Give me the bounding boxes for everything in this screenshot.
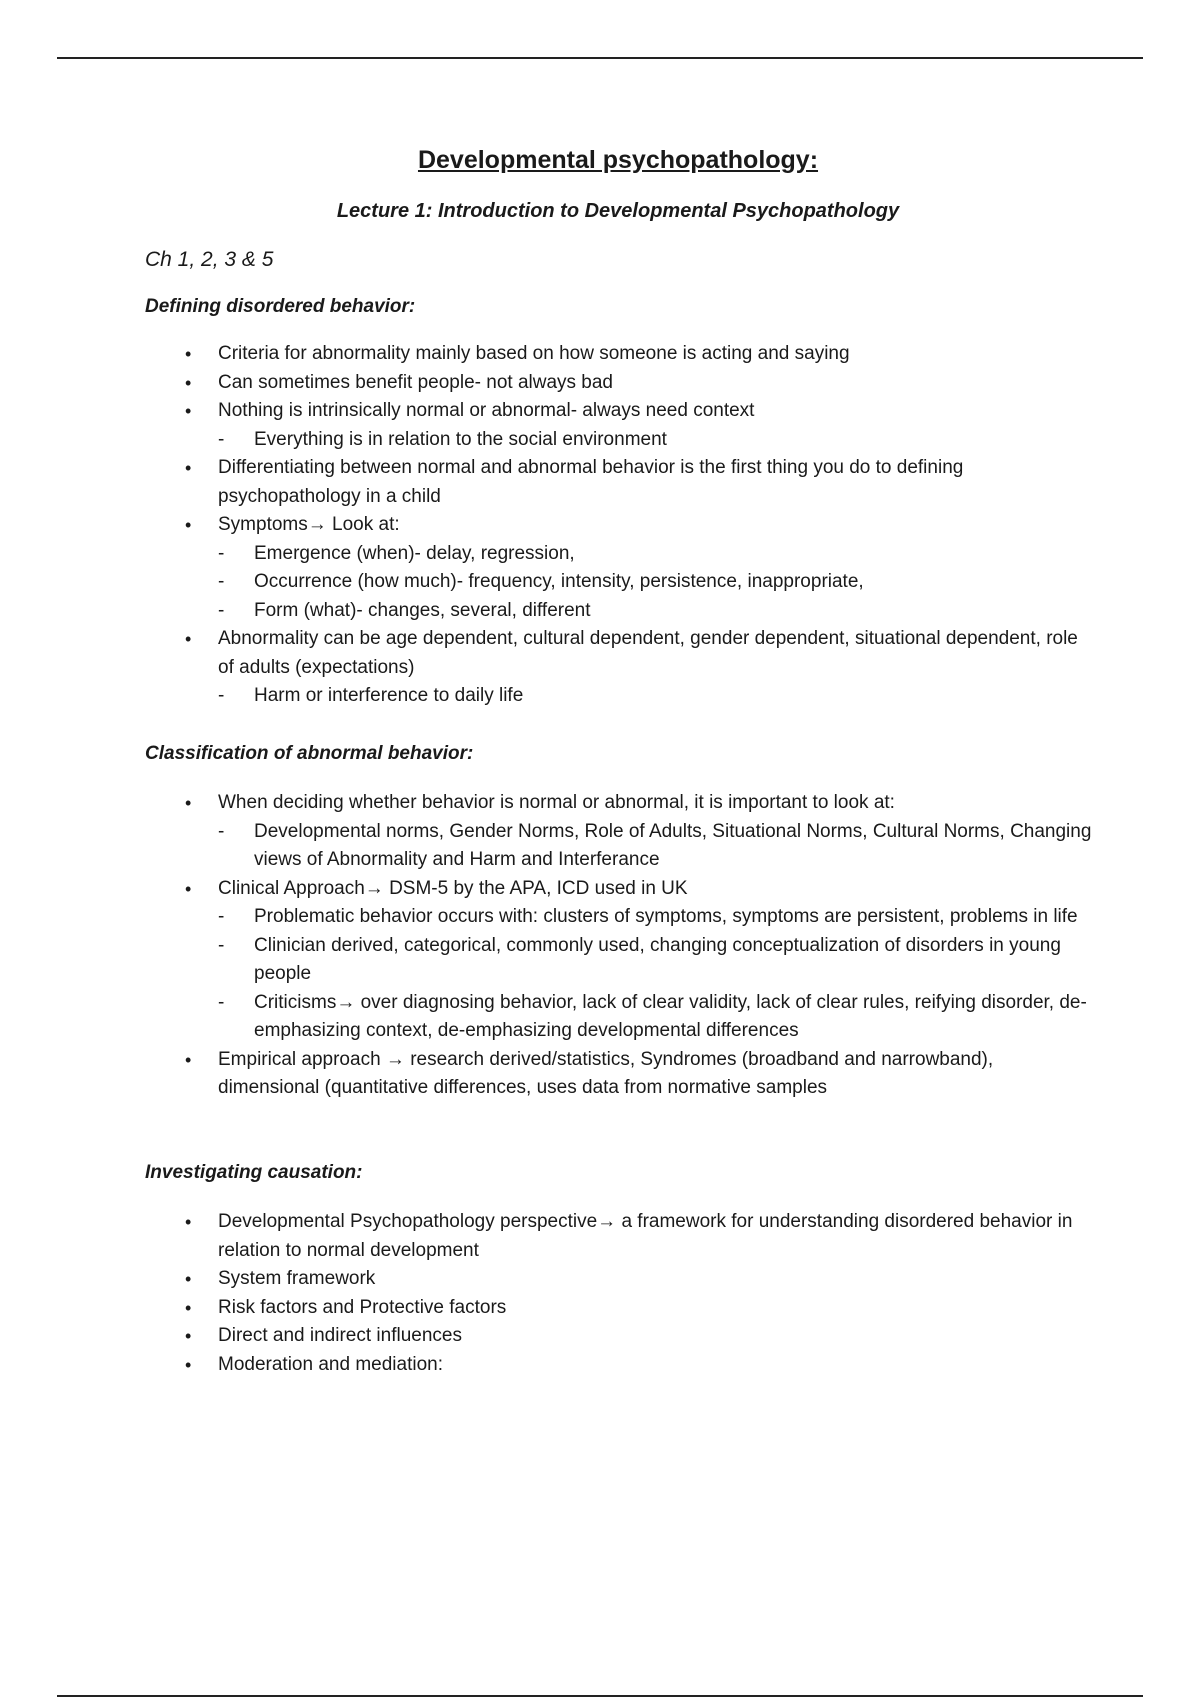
section-heading: Investigating causation: [145,1162,363,1183]
list-item: • Differentiating between normal and abnormal behavior is the first thing you do to defining psychopathology in a child [145,454,1095,511]
sub-item: - Harm or interference to daily life [218,682,1095,711]
list-item: • Criteria for abnormality mainly based on how someone is acting and saying [145,340,1095,369]
sub-item: - Criticisms→ over diagnosing behavior, lack of clear validity, lack of clear rules, reifying disorder, de-emphasizing context, de-emphasizing developmental differences [218,989,1095,1046]
list-item: • Abnormality can be age dependent, cultural dependent, gender dependent, situational dependent, role of adults (expectations) - Harm or interference to daily life [145,625,1095,711]
document-title: Developmental psychopathology: [417,146,819,174]
chapter-reference: Ch 1, 2, 3 & 5 [145,248,274,271]
bullet-list [145,340,1095,711]
list-item: • Clinical Approach→ DSM-5 by the APA, ICD used in UK - Problematic behavior occurs with: clusters of symptoms, symptoms are persistent, problems in life - Clinician derived, categorical, commonly used, changing conceptualization of disorders in young people - Criticisms→ over diagnosing behavior, lack of clear validity, lack of clear rules, reifying disorder, de-emphasizing context, de-emphasizing developmental differences [145,875,1095,1046]
sub-list [218,540,1095,626]
list-item: • When deciding whether behavior is normal or abnormal, it is important to look at: - Developmental norms, Gender Norms, Role of Adults, Situational Norms, Cultural Norms, Changing views of Abnormality and Harm and Interferance [145,789,1095,875]
sub-list [218,682,1095,711]
bullet-list [145,1208,1095,1379]
bullet-list [145,789,1095,1103]
section-investigating-causation [145,1162,1095,1379]
section-classification-abnormal-behavior [145,743,1095,1103]
list-item: • Can sometimes benefit people- not always bad [145,369,1095,398]
lecture-subtitle: Lecture 1: Introduction to Developmental Psychopathology [336,200,900,222]
sub-item: - Form (what)- changes, several, different [218,597,1095,626]
list-item: • Moderation and mediation: [145,1351,1095,1380]
list-item: • Developmental Psychopathology perspective→ a framework for understanding disordered behavior in relation to normal development [145,1208,1095,1265]
sub-item: - Clinician derived, categorical, commonly used, changing conceptualization of disorders in young people [218,932,1095,989]
list-item: • Risk factors and Protective factors [145,1294,1095,1323]
list-item: • Nothing is intrinsically normal or abnormal- always need context - Everything is in relation to the social environment [145,397,1095,454]
section-defining-disordered-behavior [145,296,1095,711]
list-item: • Direct and indirect influences [145,1322,1095,1351]
sub-item: - Developmental norms, Gender Norms, Role of Adults, Situational Norms, Cultural Norms, Changing views of Abnormality and Harm and Interferance [218,818,1095,875]
sub-list [218,818,1095,875]
section-heading: Defining disordered behavior: [145,296,416,317]
sub-item: - Problematic behavior occurs with: clusters of symptoms, symptoms are persistent, problems in life [218,903,1095,932]
bottom-rule [57,1695,1143,1697]
sub-item: - Everything is in relation to the social environment [218,426,1095,455]
sub-item: - Occurrence (how much)- frequency, intensity, persistence, inappropriate, [218,568,1095,597]
sub-list [218,426,1095,455]
list-item: • Symptoms→ Look at: - Emergence (when)- delay, regression, - Occurrence (how much)- frequency, intensity, persistence, inappropriate, - Form (what)- changes, several, different [145,511,1095,625]
top-rule [57,57,1143,59]
sub-item: - Emergence (when)- delay, regression, [218,540,1095,569]
sub-list [218,903,1095,1046]
section-heading: Classification of abnormal behavior: [145,743,474,764]
list-item: • System framework [145,1265,1095,1294]
list-item: • Empirical approach → research derived/statistics, Syndromes (broadband and narrowband), dimensional (quantitative differences, uses data from normative samples [145,1046,1095,1103]
